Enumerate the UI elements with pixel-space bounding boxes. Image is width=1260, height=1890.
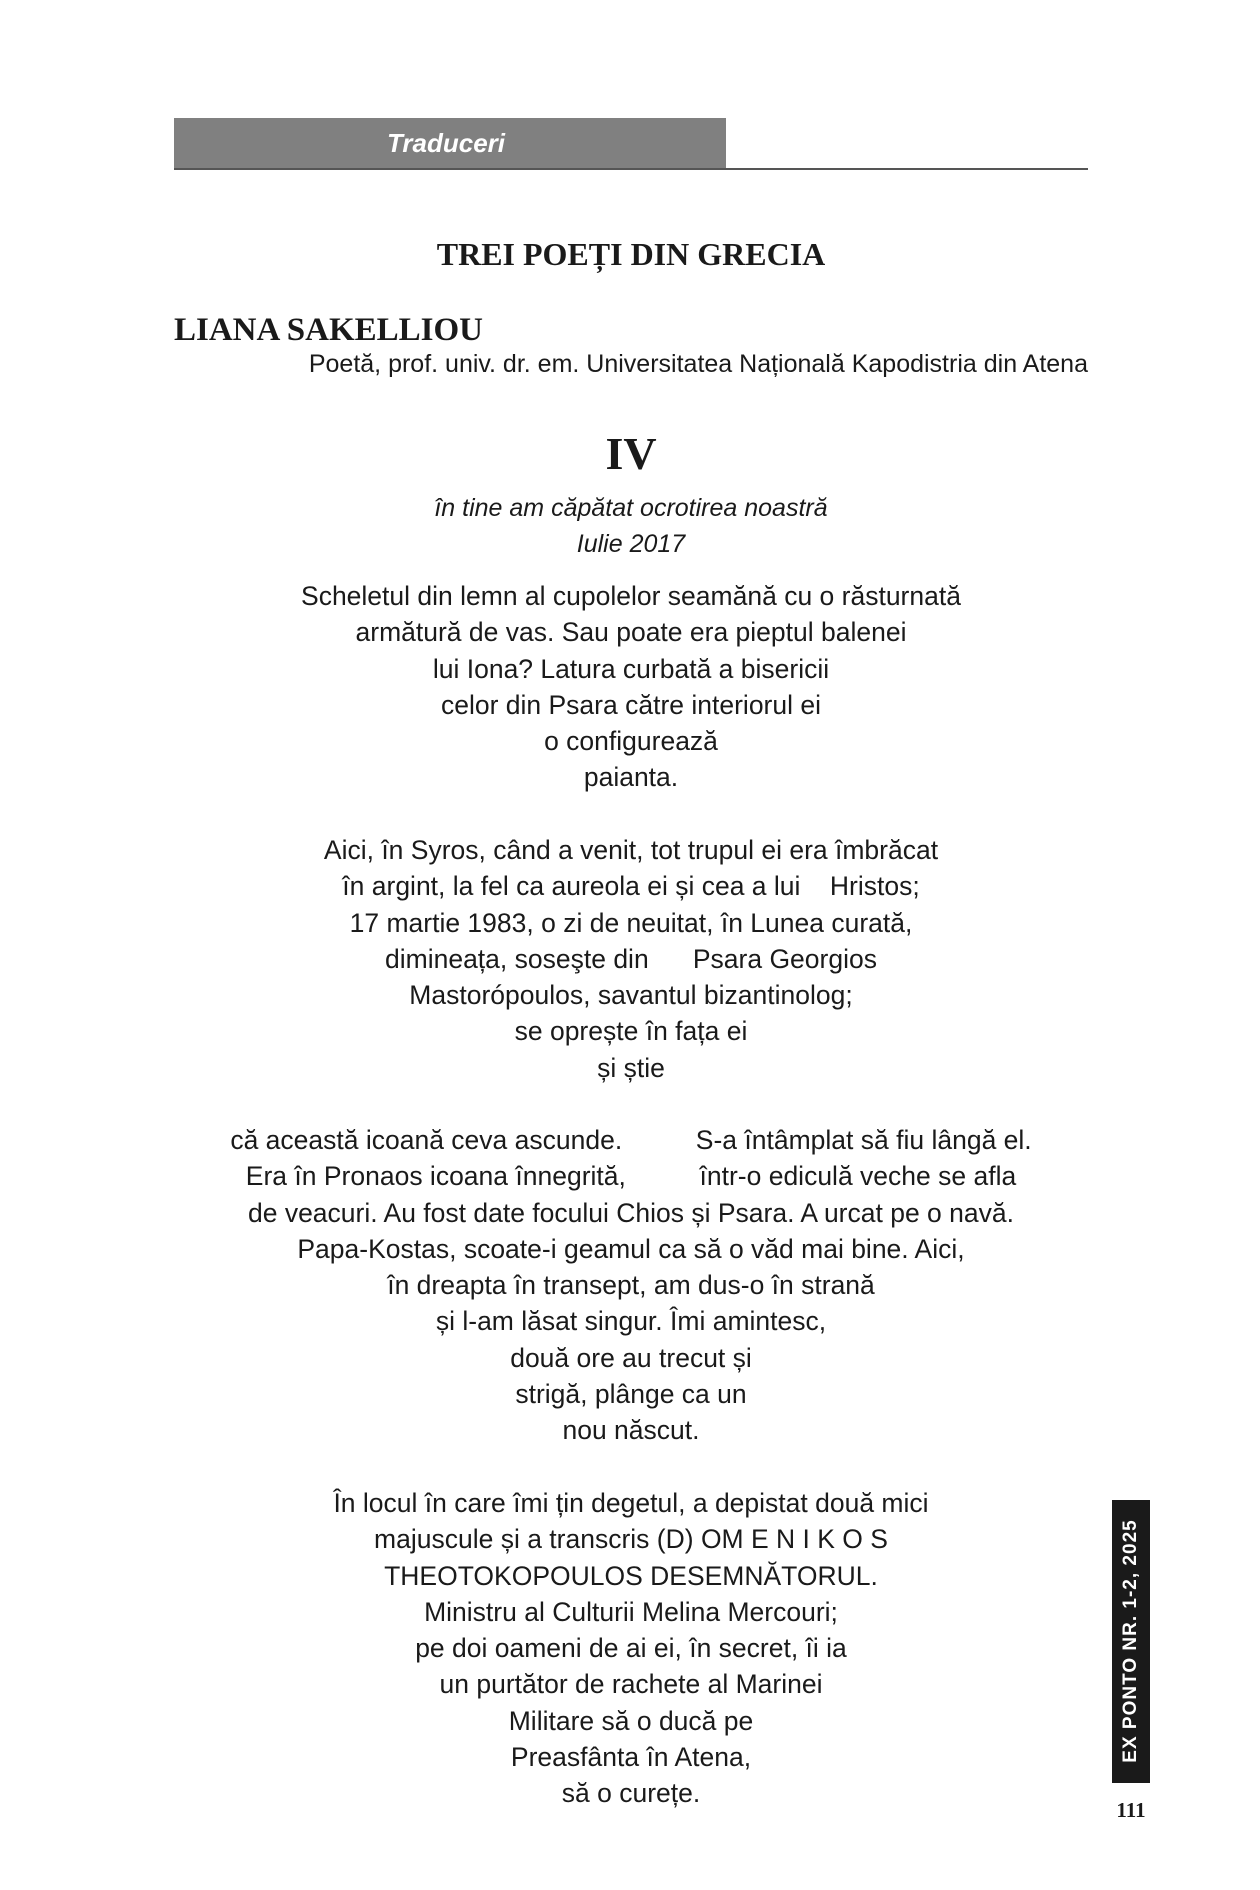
poem-numeral: IV — [605, 428, 657, 479]
poem-stanza-2 — [174, 832, 1088, 1086]
poem-line: THEOTOKOPOULOS DESEMNĂTORUL. — [384, 1560, 878, 1591]
poem-line: pe doi oameni de ai ei, în secret, îi ia — [415, 1633, 847, 1664]
poem-line: de veacuri. Au fost date focului Chios și Psara. A urcat pe o navă. — [247, 1197, 1014, 1228]
poem-line: majuscule și a transcris (D) OM E N I K O S — [374, 1524, 888, 1555]
journal-sidebar — [1112, 1500, 1150, 1783]
header-rule — [174, 168, 1088, 170]
poem-line: lui Iona? Latura curbată a bisericii — [432, 653, 830, 684]
poem-line: două ore au trecut și — [510, 1342, 752, 1373]
poem-line: Ministru al Culturii Melina Mercouri; — [424, 1596, 838, 1627]
poem-line: și știe — [597, 1052, 665, 1083]
poem-line: Mastorópoulos, savantul bizantinolog; — [409, 980, 853, 1011]
poem-line: în argint, la fel ca aureola ei și cea a lui Hristos; — [342, 871, 920, 902]
poem-stanza-3 — [174, 1122, 1088, 1449]
poem-line: În locul în care îmi țin degetul, a depistat două mici — [333, 1488, 929, 1518]
poem-date: Iulie 2017 — [576, 530, 686, 558]
poem-epigraph: în tine am căpătat ocrotirea noastră — [434, 494, 828, 522]
poem-line: o configurează — [544, 726, 718, 757]
article-title: TREI POEȚI DIN GRECIA — [436, 236, 826, 272]
section-header — [174, 118, 726, 168]
poem-line: strigă, plânge ca un — [515, 1379, 747, 1410]
poem-line: Preasfânta în Atena, — [510, 1742, 752, 1773]
poem-line: Papa-Kostas, scoate-i geamul ca să o văd mai bine. Aici, — [297, 1233, 965, 1264]
section-label: Traduceri — [387, 128, 506, 158]
poem-line: Aici, în Syros, când a venit, tot trupul ei era îmbrăcat — [323, 835, 939, 865]
poem-line: Era în Pronaos icoana înnegrită, într-o ediculă veche se afla — [245, 1161, 1017, 1192]
author-name: LIANA SAKELLIOU — [174, 312, 484, 348]
poem-line: că această icoană ceva ascunde. S-a întâmplat să fiu lângă el. — [230, 1125, 1032, 1155]
poem-line: în dreapta în transept, am dus-o în strană — [387, 1270, 875, 1301]
poem-line: se oprește în fața ei — [514, 1016, 748, 1047]
page-number: 111 — [1116, 1798, 1146, 1822]
poem-stanza-4 — [174, 1485, 1088, 1812]
poem-line: și l-am lăsat singur. Îmi amintesc, — [435, 1306, 827, 1337]
poem-line: Militare să o ducă pe — [508, 1705, 754, 1736]
journal-label: EX PONTO NR. 1-2, 2025 — [1120, 1519, 1141, 1763]
poem-line: armătură de vas. Sau poate era pieptul balenei — [355, 617, 907, 648]
poem-line: dimineața, soseşte din Psara Georgios — [385, 943, 877, 974]
poem-line: nou născut. — [562, 1415, 700, 1446]
poem-line: Scheletul din lemn al cupolelor seamănă cu o răsturnată — [301, 581, 961, 611]
poem-line: celor din Psara către interiorul ei — [440, 689, 821, 720]
poem-line: 17 martie 1983, o zi de neuitat, în Lunea curată, — [349, 907, 913, 938]
poem-line: să o curețe. — [561, 1778, 701, 1809]
poem-line: un purtător de rachete al Marinei — [439, 1669, 823, 1700]
poem-line: paianta. — [583, 762, 679, 793]
poem-stanza-1 — [174, 578, 1088, 796]
author-affiliation: Poetă, prof. univ. dr. em. Universitatea Națională Kapodistria din Atena — [308, 350, 1088, 378]
